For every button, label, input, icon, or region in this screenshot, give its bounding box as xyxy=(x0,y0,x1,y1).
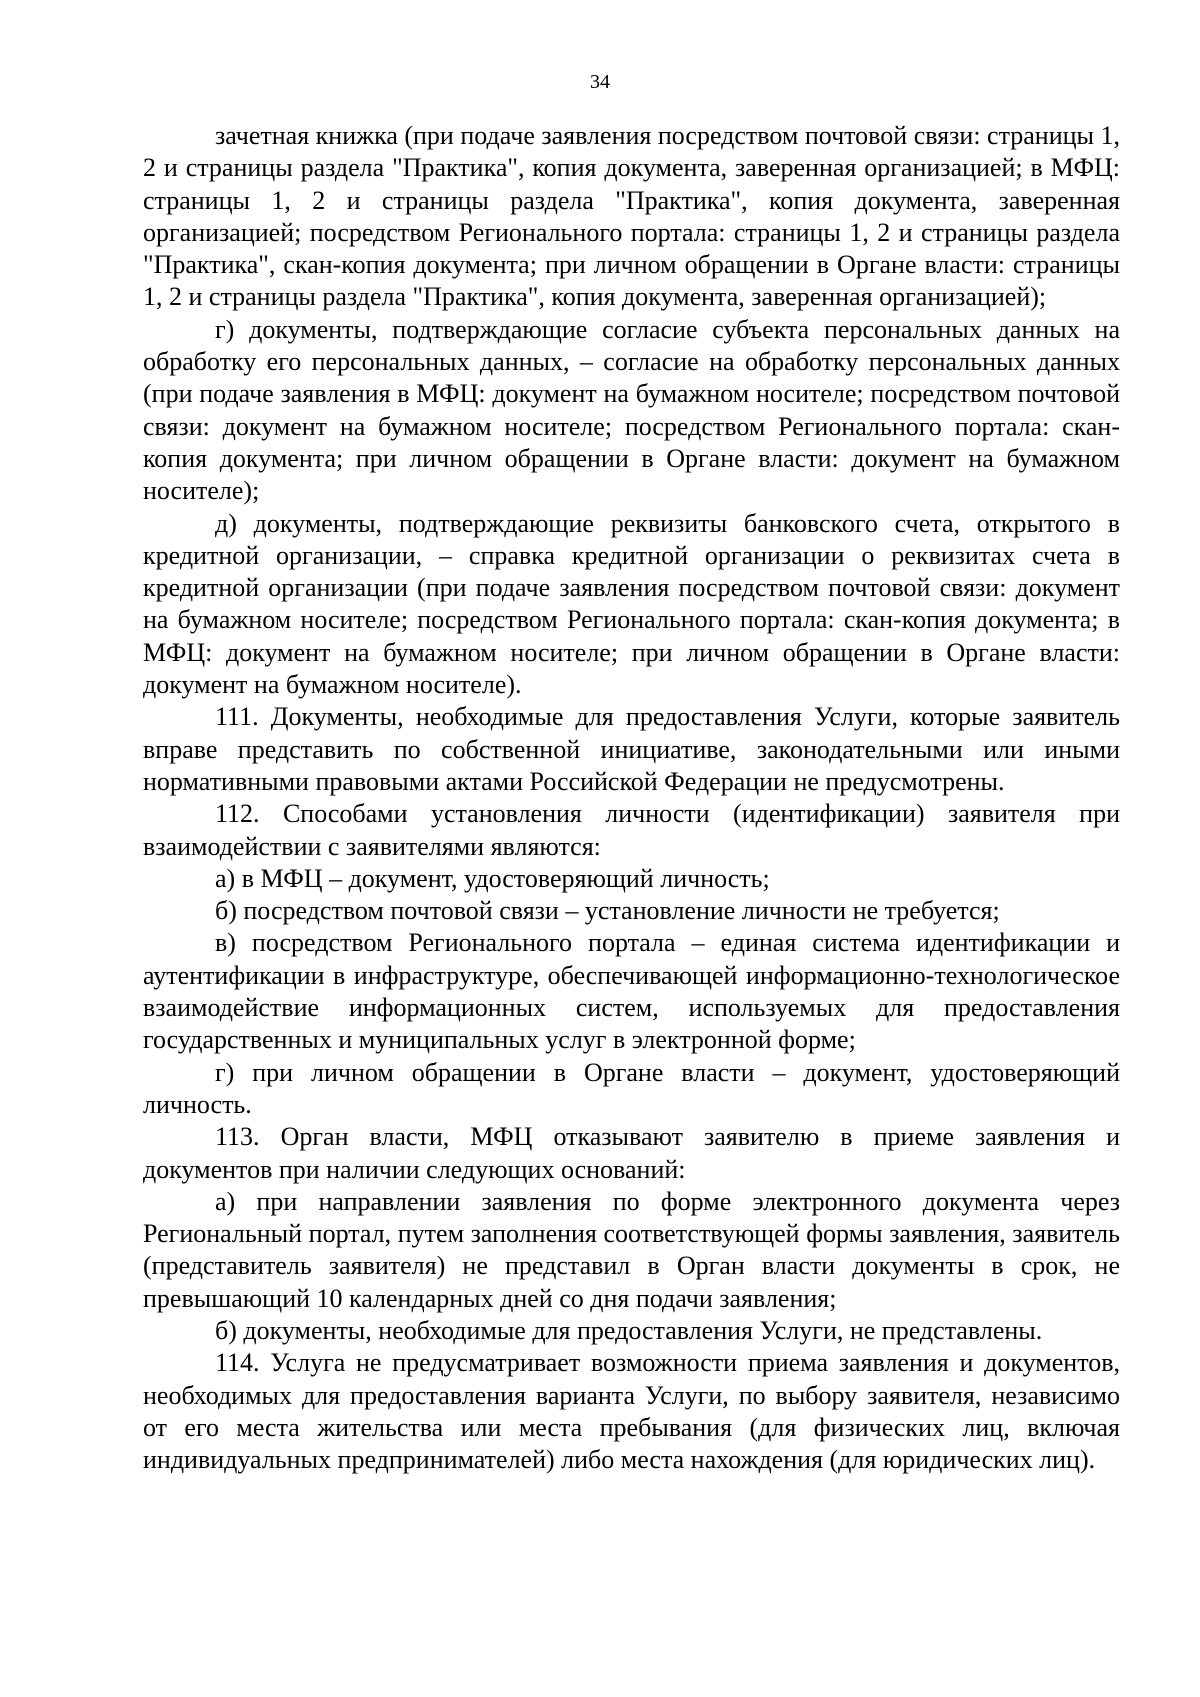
document-body xyxy=(143,120,1120,1476)
paragraph-112-g: г) при личном обращении в Органе власти – документ, удостоверяющий личность. xyxy=(143,1057,1120,1119)
paragraph-113: 113. Орган власти, МФЦ отказывают заявителю в приеме заявления и документов при наличии следующих оснований: xyxy=(143,1122,1120,1184)
paragraph-113-a: а) при направлении заявления по форме электронного документа через Региональный портал, путем заполнения соответствующей формы заявления, заявитель (представитель заявителя) не представил в Орган власти документы в срок, не превышающий 10 календарных дней со дня подачи заявления; xyxy=(143,1186,1120,1313)
paragraph-112: 112. Способами установления личности (идентификации) заявителя при взаимодействии с заявителями являются: xyxy=(143,799,1120,861)
paragraph-113-b: б) документы, необходимые для предоставления Услуги, не представлены. xyxy=(215,1315,1043,1345)
paragraph-114: 114. Услуга не предусматривает возможности приема заявления и документов, необходимых для предоставления варианта Услуги, по выбору заявителя, независимо от его места жительства или места пребывания (для физических лиц, включая индивидуальных предпринимателей) либо места нахождения (для юридических лиц). xyxy=(143,1348,1120,1475)
paragraph-personal-data-consent: г) документы, подтверждающие согласие субъекта персональных данных на обработку его персональных данных, – согласие на обработку персональных данных (при подаче заявления в МФЦ: документ на бумажном носителе; посредством почтовой связи: документ на бумажном носителе; посредством Регионального портала: скан-копия документа; при личном обращении в Органе власти: документ на бумажном носителе); xyxy=(143,314,1120,506)
paragraph-112-a: а) в МФЦ – документ, удостоверяющий личность; xyxy=(215,863,770,893)
paragraph-record-book: зачетная книжка (при подаче заявления посредством почтовой связи: страницы 1, 2 и страницы раздела "Практика", копия документа, заверенная организацией; в МФЦ: страницы 1, 2 и страницы раздела "Практика", копия документа, заверенная организацией; посредством Регионального портала: страницы 1, 2 и страницы раздела "Практика", скан-копия документа; при личном обращении в Органе власти: страницы 1, 2 и страницы раздела "Практика", копия документа, заверенная организацией); xyxy=(143,121,1121,312)
paragraph-112-b: б) посредством почтовой связи – установление личности не требуется; xyxy=(215,896,1000,926)
paragraph-111: 111. Документы, необходимые для предоставления Услуги, которые заявитель вправе представить по собственной инициативе, законодательными или иными нормативными правовыми актами Российской Федерации не предусмотрены. xyxy=(143,702,1120,796)
paragraph-112-v: в) посредством Регионального портала – единая система идентификации и аутентификации в инфраструктуре, обеспечивающей информационно-технологическое взаимодействие информационных систем, используемых для предоставления государственных и муниципальных услуг в электронной форме; xyxy=(143,928,1120,1055)
paragraph-bank-details: д) документы, подтверждающие реквизиты банковского счета, открытого в кредитной организации, – справка кредитной организации о реквизитах счета в кредитной организации (при подаче заявления посредством почтовой связи: документ на бумажном носителе; посредством Регионального портала: скан-копия документа; в МФЦ: документ на бумажном носителе; при личном обращении в Органе власти: документ на бумажном носителе). xyxy=(143,508,1120,700)
page-number: 34 xyxy=(590,71,610,93)
